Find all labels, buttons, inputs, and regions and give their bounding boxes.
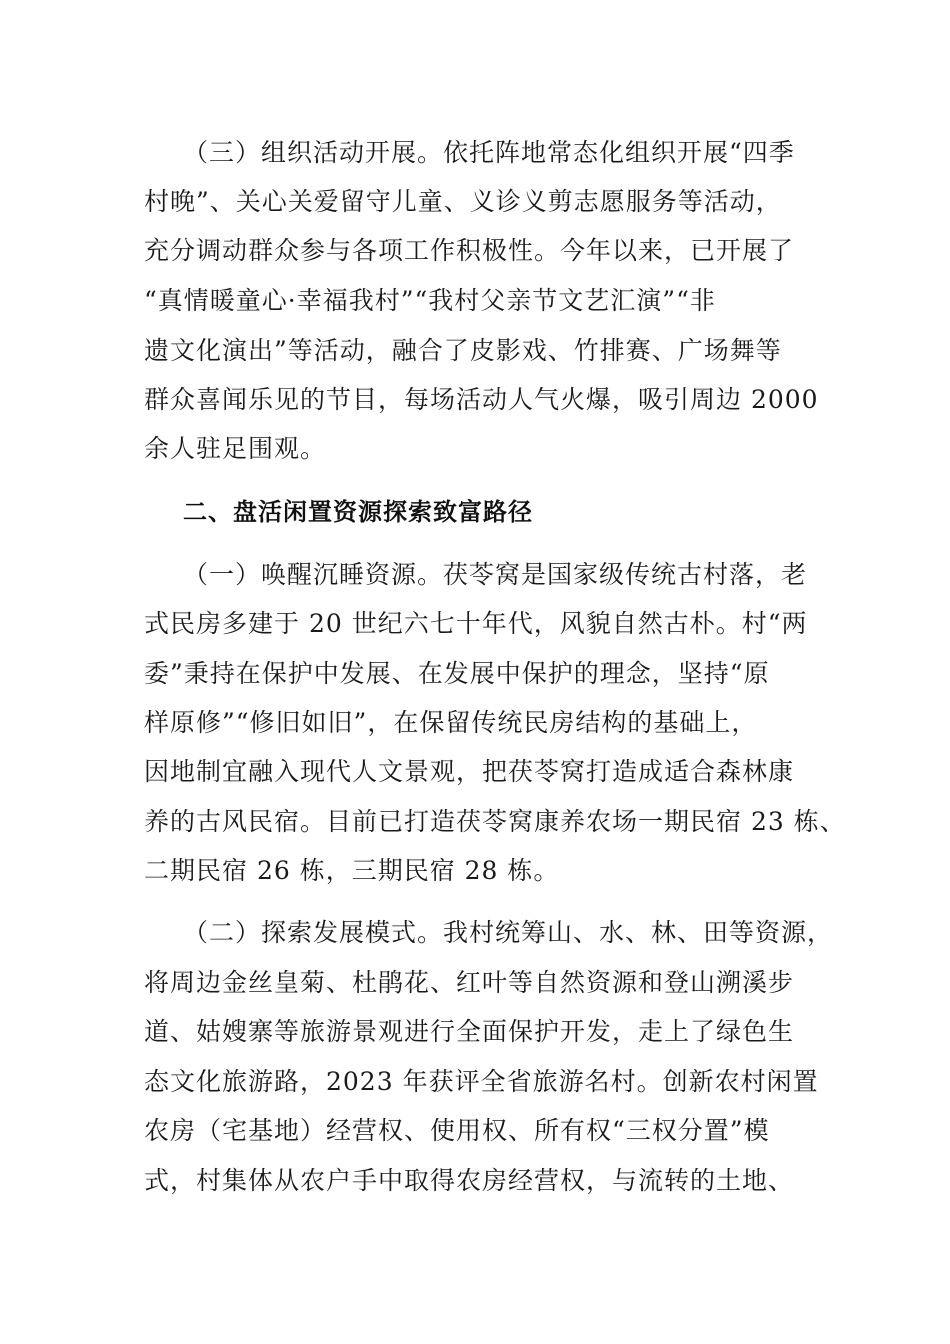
- paragraph-line: “真情暖童心·幸福我村”“我村父亲节文艺汇演”“非: [144, 286, 716, 315]
- paragraph-line: 群众喜闻乐见的节目，每场活动人气火爆，吸引周边 2000: [144, 385, 819, 414]
- paragraph-line: 余人驻足围观。: [144, 434, 327, 463]
- paragraph-line: （一）唤醒沉睡资源。茯苓窝是国家级传统古村落，老: [183, 560, 808, 589]
- paragraph-line: 样原修”“修旧如旧”，在保留传统民房结构的基础上，: [144, 708, 758, 737]
- section-heading: 二、盘活闲置资源探索致富路径: [183, 498, 533, 526]
- paragraph-line: （三）组织活动开展。依托阵地常态化组织开展“四季: [183, 138, 795, 167]
- paragraph-line: 养的古风民宿。目前已打造茯苓窝康养农场一期民宿 23 栋、: [144, 807, 846, 836]
- paragraph-line: 态文化旅游路，2023 年获评全省旅游名村。创新农村闲置: [144, 1067, 819, 1096]
- paragraph-line: 充分调动群众参与各项工作积极性。今年以来，已开展了: [144, 236, 795, 265]
- paragraph-line: 村晚”、关心关爱留守儿童、义诊义剪志愿服务等活动，: [144, 187, 782, 216]
- paragraph-line: 委”秉持在保护中发展、在发展中保护的理念，坚持“原: [144, 659, 770, 688]
- paragraph-line: 二期民宿 26 栋，三期民宿 28 栋。: [144, 856, 560, 885]
- paragraph-line: 遗文化演出”等活动，融合了皮影戏、竹排赛、广场舞等: [144, 336, 782, 365]
- paragraph-line: 道、姑嫂寨等旅游景观进行全面保护开发，走上了绿色生: [144, 1017, 795, 1046]
- paragraph-line: （二）探索发展模式。我村统筹山、水、林、田等资源，: [183, 918, 834, 947]
- paragraph-line: 式，村集体从农户手中取得农房经营权，与流转的土地、: [144, 1166, 795, 1195]
- paragraph-line: 式民房多建于 20 世纪六七十年代，风貌自然古朴。村“两: [144, 609, 808, 638]
- paragraph-line: 因地制宜融入现代人文景观，把茯苓窝打造成适合森林康: [144, 757, 795, 786]
- paragraph-line: 农房（宅基地）经营权、使用权、所有权“三权分置”模: [144, 1116, 770, 1145]
- paragraph-line: 将周边金丝皇菊、杜鹃花、红叶等自然资源和登山溯溪步: [144, 968, 795, 997]
